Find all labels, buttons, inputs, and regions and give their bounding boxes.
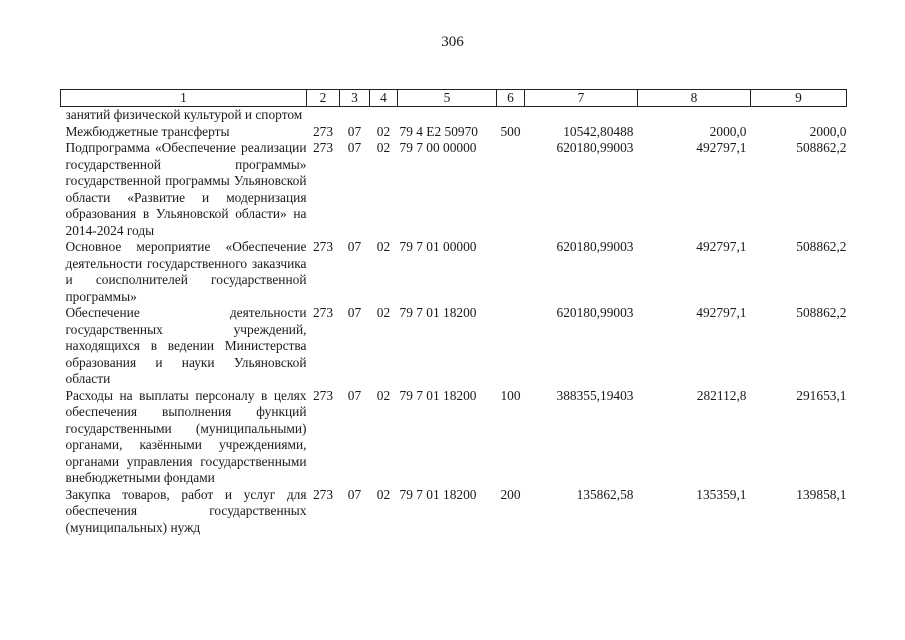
amount-year-3: [751, 107, 847, 124]
column-header: 1: [61, 90, 307, 107]
row-description: Межбюджетные трансферты: [65, 123, 230, 139]
target-article-code: 79 7 01 18200: [399, 305, 477, 320]
target-article-code: 79 7 01 00000: [399, 239, 477, 254]
subsection-code: 02: [376, 239, 391, 254]
row-description: Основное мероприятие «Обеспечение деятельности государственного заказчика и соисполнителей государственной программы»: [65, 239, 307, 304]
amount-year-3: 508862,2: [796, 140, 847, 155]
table-row: [61, 305, 847, 388]
row-description: Обеспечение деятельности государственных учреждений, находящихся в ведении Министерства образования и науки Ульяновской области: [65, 305, 307, 386]
expense-type-code: 200: [500, 486, 521, 502]
amount-year-3: 2000,0: [809, 123, 847, 139]
amount-year-3: 508862,2: [796, 305, 847, 320]
subsection-code: [370, 107, 398, 124]
amount-year-1: 135862,58: [576, 486, 634, 502]
target-article-code: 79 4 E2 50970: [399, 123, 478, 139]
expense-type-code: [497, 107, 525, 124]
subsection-code: 02: [376, 123, 391, 139]
amount-year-2: 492797,1: [696, 305, 747, 320]
table-row: [61, 107, 847, 124]
table-row: [61, 140, 847, 239]
amount-year-3: 291653,1: [796, 387, 847, 403]
amount-year-3: 508862,2: [796, 239, 847, 254]
column-header: 4: [370, 90, 398, 107]
section-code: [340, 107, 370, 124]
amount-year-1: 10542,80488: [563, 123, 634, 139]
target-article-code: 79 7 01 18200: [399, 486, 477, 502]
section-code: 07: [347, 486, 362, 502]
amount-year-1: 620180,99003: [556, 140, 634, 155]
admin-code: 273: [312, 123, 334, 139]
table-row: [61, 239, 847, 305]
amount-year-1: 388355,19403: [556, 387, 634, 403]
subsection-code: 02: [376, 305, 391, 320]
target-article-code: 79 7 01 18200: [399, 387, 477, 403]
amount-year-2: 492797,1: [696, 239, 747, 254]
section-code: 07: [347, 123, 362, 139]
budget-table: [60, 89, 847, 536]
column-header: 8: [638, 90, 751, 107]
admin-code: 273: [312, 140, 334, 155]
expense-type-code: [497, 305, 525, 388]
expense-type-code: [497, 239, 525, 305]
column-header: 9: [751, 90, 847, 107]
amount-year-1: 620180,99003: [556, 239, 634, 254]
target-article-code: 79 7 00 00000: [399, 140, 477, 155]
admin-code: 273: [312, 305, 334, 320]
column-header: 2: [307, 90, 340, 107]
section-code: 07: [347, 387, 362, 403]
section-code: 07: [347, 305, 362, 320]
table-row: [61, 124, 847, 141]
column-header: 5: [398, 90, 497, 107]
admin-code: 273: [312, 387, 334, 403]
column-header: 7: [525, 90, 638, 107]
amount-year-2: 282112,8: [696, 387, 747, 403]
amount-year-2: 492797,1: [696, 140, 747, 155]
amount-year-2: 135359,1: [696, 486, 747, 502]
amount-year-2: 2000,0: [709, 123, 747, 139]
column-header: 6: [497, 90, 525, 107]
amount-year-1: [525, 107, 638, 124]
subsection-code: 02: [376, 486, 391, 502]
admin-code: 273: [312, 239, 334, 254]
section-code: 07: [347, 140, 362, 155]
subsection-code: 02: [376, 387, 391, 403]
amount-year-1: 620180,99003: [556, 305, 634, 320]
section-code: 07: [347, 239, 362, 254]
expense-type-code: 100: [500, 387, 521, 403]
table-row: [61, 487, 847, 537]
page-number: 306: [441, 34, 464, 50]
expense-type-code: 500: [500, 123, 521, 139]
row-description: занятий физической культурой и спортом: [65, 107, 303, 122]
admin-code: [307, 107, 340, 124]
table-body: [61, 107, 847, 537]
subsection-code: 02: [376, 140, 391, 155]
amount-year-3: 139858,1: [796, 486, 847, 502]
target-article-code: [398, 107, 497, 124]
expense-type-code: [497, 140, 525, 239]
column-header: 3: [340, 90, 370, 107]
row-description: Подпрограмма «Обеспечение реализации государственной программы» государственной программы Ульяновской области «Развитие и модернизация образования в Ульяновской области» на 2014-2024 годы: [65, 140, 307, 238]
admin-code: 273: [312, 486, 334, 502]
row-description: Расходы на выплаты персоналу в целях обеспечения выполнения функций государственными (муниципальными) органами, казёнными учреждениями, органами управления государственными внебюджетными фондами: [65, 387, 307, 485]
row-description: Закупка товаров, работ и услуг для обеспечения государственных (муниципальных) нужд: [65, 486, 307, 535]
amount-year-2: [638, 107, 751, 124]
table-row: [61, 388, 847, 487]
column-number-row: [61, 90, 847, 107]
